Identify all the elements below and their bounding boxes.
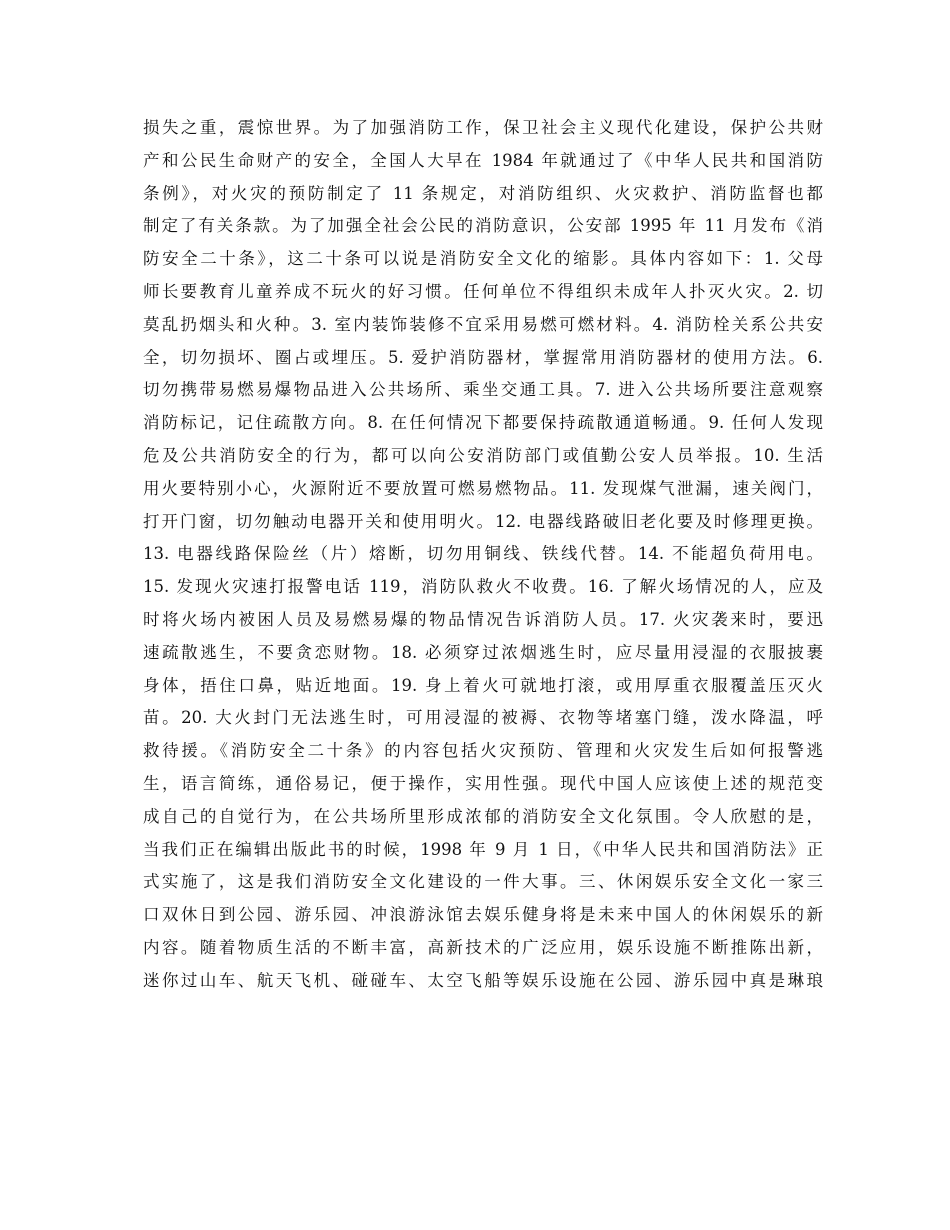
- text-line: 式实施了，这是我们消防安全文化建设的一件大事。三、休闲娱乐安全文化一家三: [143, 872, 823, 892]
- text-line: 用火要特别小心，火源附近不要放置可燃易燃物品。11. 发现煤气泄漏，速关阀门，: [143, 478, 823, 498]
- text-line: 生，语言简练，通俗易记，便于操作，实用性强。现代中国人应该使上述的规范变: [143, 773, 823, 793]
- text-line: 防安全二十条》，这二十条可以说是消防安全文化的缩影。具体内容如下：1. 父母: [143, 249, 823, 269]
- text-line: 速疏散逃生，不要贪恋财物。18. 必须穿过浓烟逃生时，应尽量用浸湿的衣服披裹: [143, 642, 823, 662]
- text-line: 口双休日到公园、游乐园、冲浪游泳馆去娱乐健身将是未来中国人的休闲娱乐的新: [143, 905, 823, 925]
- text-line: 条例》，对火灾的预防制定了 11 条规定，对消防组织、火灾救护、消防监督也都: [143, 183, 823, 203]
- text-line: 莫乱扔烟头和火种。3. 室内装饰装修不宜采用易燃可燃材料。4. 消防栓关系公共安: [143, 314, 823, 334]
- text-line: 成自己的自觉行为，在公共场所里形成浓郁的消防安全文化氛围。令人欣慰的是，: [143, 806, 823, 826]
- text-line: 苗。20. 大火封门无法逃生时，可用浸湿的被褥、衣物等堵塞门缝，泼水降温，呼: [143, 708, 823, 728]
- text-line: 消防标记，记住疏散方向。8. 在任何情况下都要保持疏散通道畅通。9. 任何人发现: [143, 413, 823, 433]
- text-line: 产和公民生命财产的安全，全国人大早在 1984 年就通过了《中华人民共和国消防: [143, 150, 823, 170]
- text-line: 13. 电器线路保险丝（片）熔断，切勿用铜线、铁线代替。14. 不能超负荷用电。: [143, 544, 823, 564]
- text-line: 全，切勿损坏、圈占或埋压。5. 爱护消防器材，掌握常用消防器材的使用方法。6.: [143, 347, 823, 367]
- text-line: 当我们正在编辑出版此书的时候，1998 年 9 月 1 日，《中华人民共和国消防法》正: [143, 839, 823, 859]
- text-line: 损失之重，震惊世界。为了加强消防工作，保卫社会主义现代化建设，保护公共财: [143, 118, 823, 137]
- text-line: 制定了有关条款。为了加强全社会公民的消防意识，公安部 1995 年 11 月发布《消: [143, 216, 823, 236]
- text-line: 内容。随着物质生活的不断丰富，高新技术的广泛应用，娱乐设施不断推陈出新，: [143, 937, 823, 957]
- text-line: 打开门窗，切勿触动电器开关和使用明火。12. 电器线路破旧老化要及时修理更换。: [143, 511, 823, 531]
- text-line: 切勿携带易燃易爆物品进入公共场所、乘坐交通工具。7. 进入公共场所要注意观察: [143, 380, 823, 400]
- text-line: 危及公共消防安全的行为，都可以向公安消防部门或值勤公安人员举报。10. 生活: [143, 445, 823, 465]
- text-line: 身体，捂住口鼻，贴近地面。19. 身上着火可就地打滚，或用厚重衣服覆盖压灭火: [143, 675, 823, 695]
- text-line: 时将火场内被困人员及易燃易爆的物品情况告诉消防人员。17. 火灾袭来时，要迅: [143, 609, 823, 629]
- text-line: 师长要教育儿童养成不玩火的好习惯。任何单位不得组织未成年人扑灭火灾。2. 切: [143, 281, 823, 301]
- body-text: [143, 112, 823, 998]
- text-line: 救待援。《消防安全二十条》的内容包括火灾预防、管理和火灾发生后如何报警逃: [143, 741, 823, 761]
- text-line: 迷你过山车、航天飞机、碰碰车、太空飞船等娱乐设施在公园、游乐园中真是琳琅: [143, 970, 823, 990]
- text-line: 15. 发现火灾速打报警电话 119，消防队救火不收费。16. 了解火场情况的人，应及: [143, 577, 823, 597]
